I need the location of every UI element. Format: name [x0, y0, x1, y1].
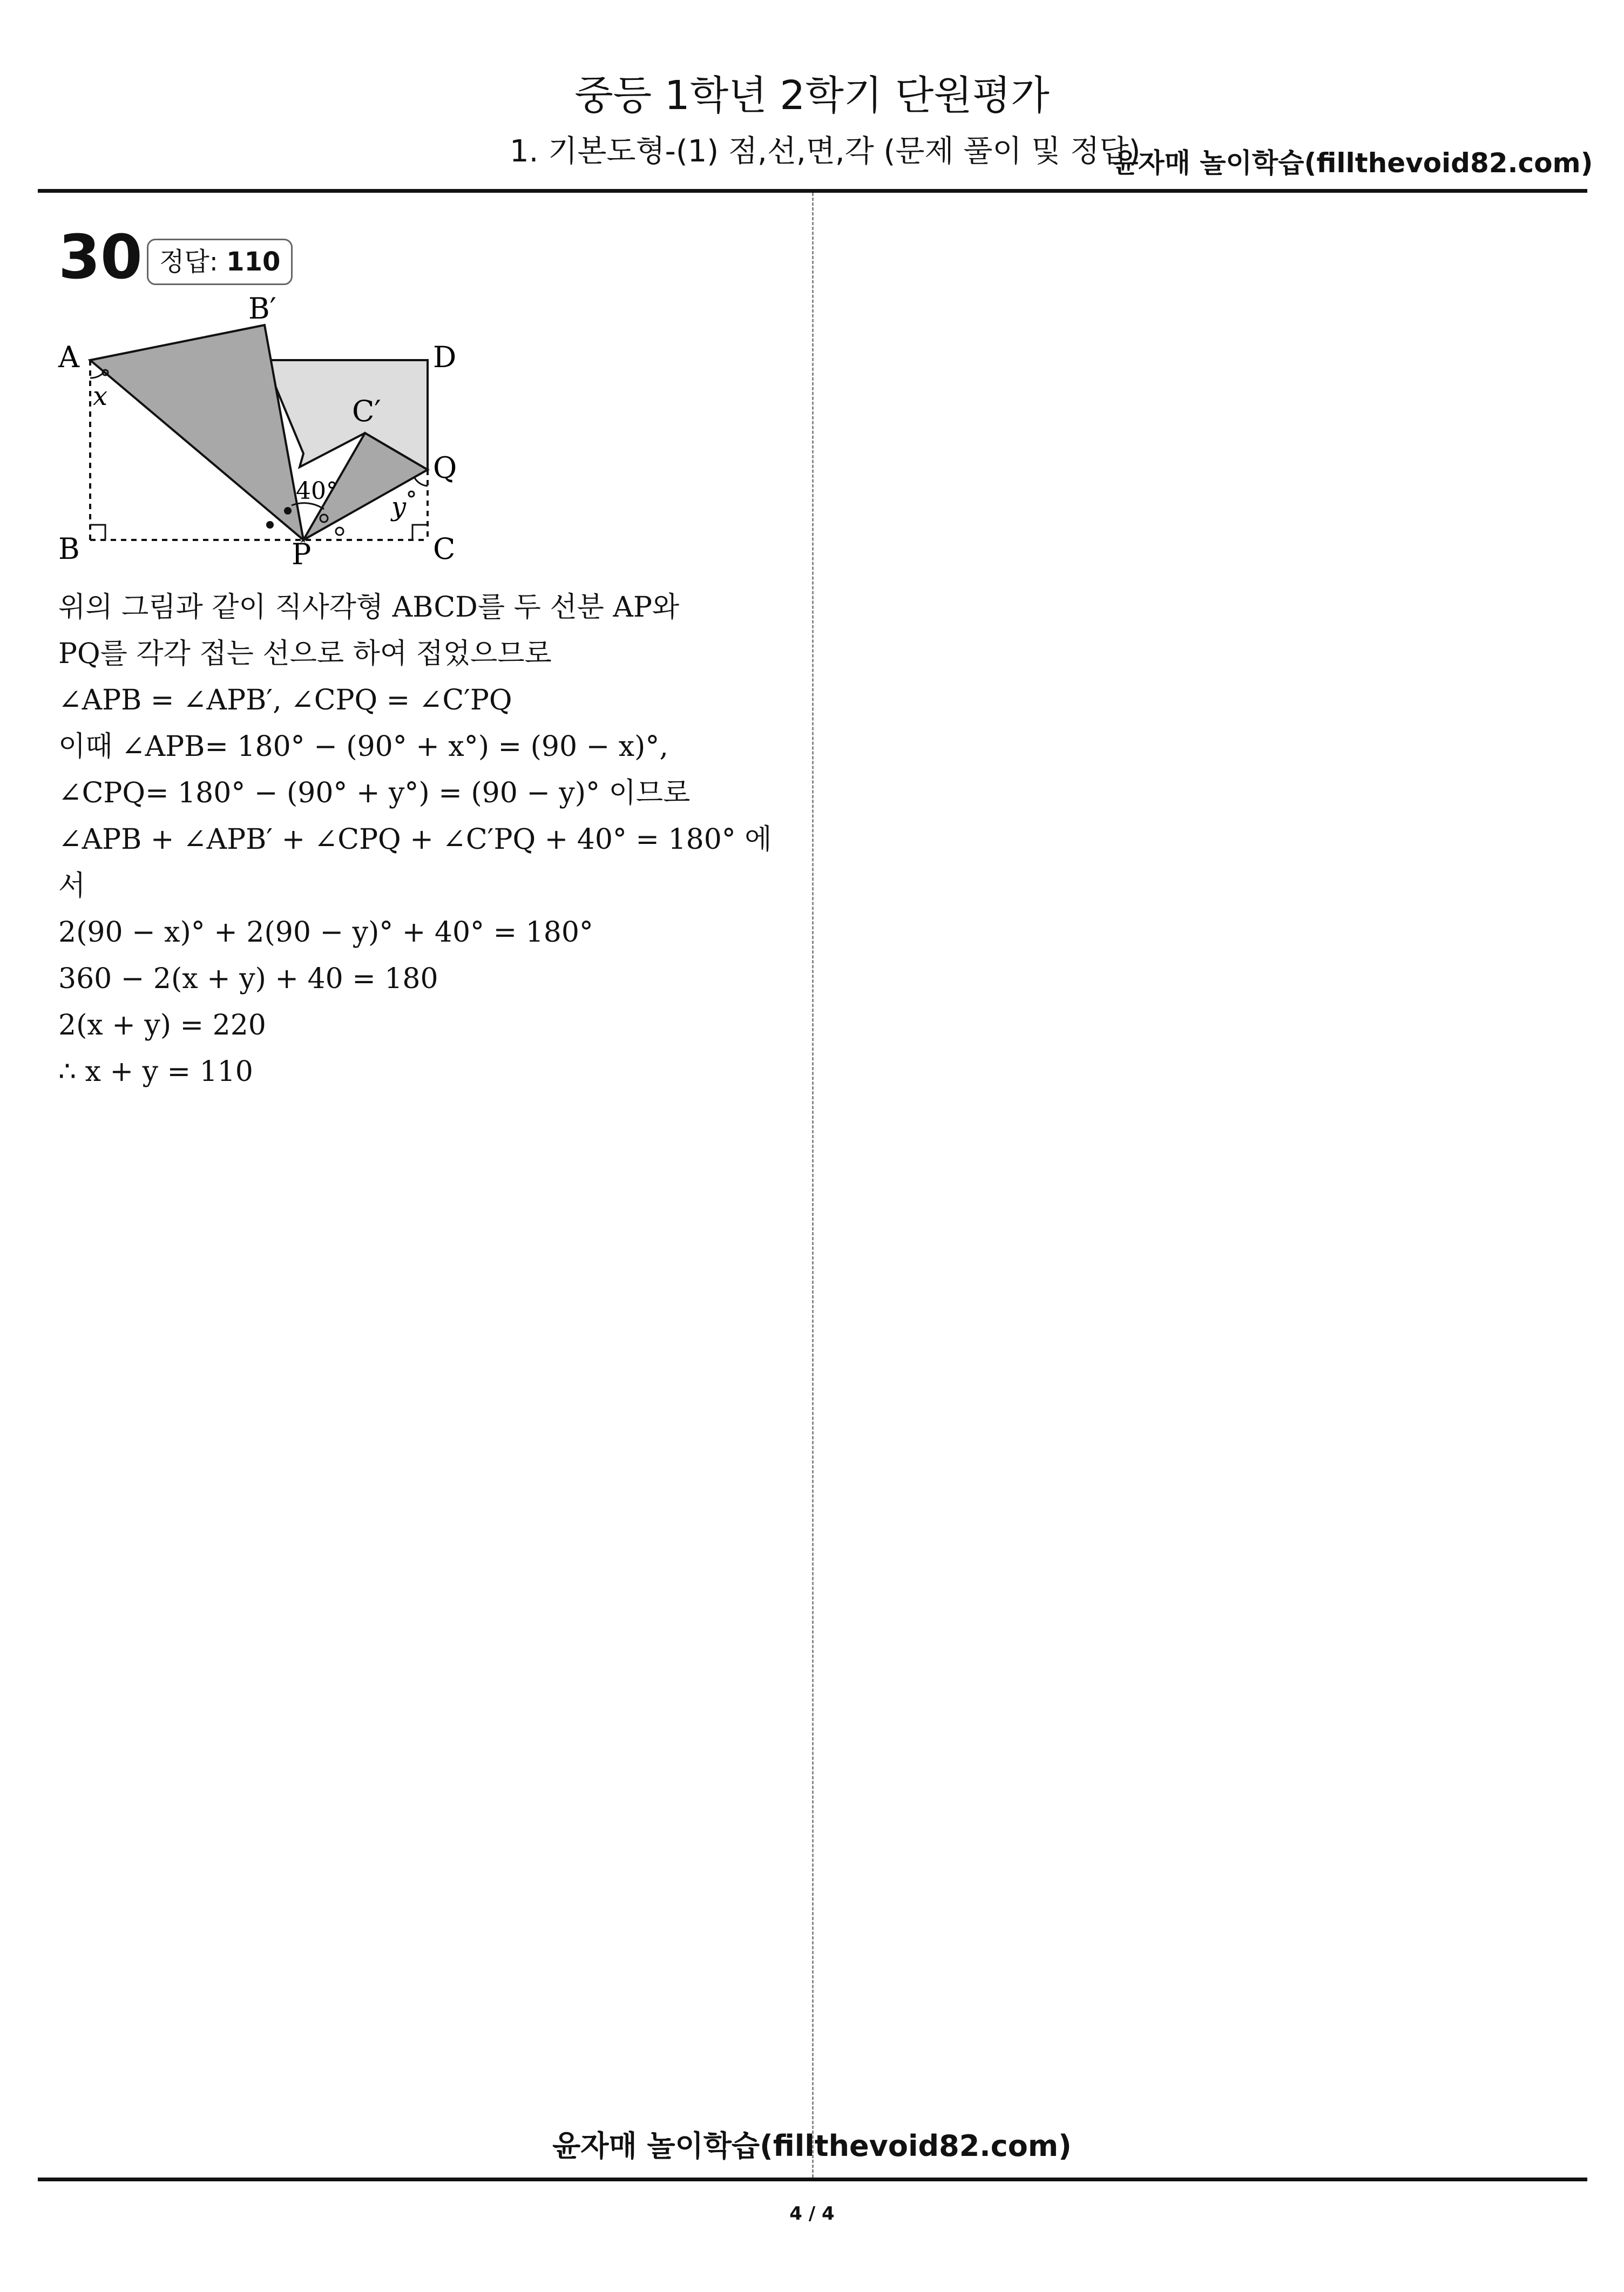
- solution-text: [58, 584, 776, 1095]
- degree-mark-y: [409, 491, 414, 497]
- footer-brand: 윤자매 놀이학습(fillthevoid82.com): [552, 2129, 1072, 2163]
- label-angle-40: 40°: [296, 477, 338, 505]
- header-rule: [38, 189, 1587, 193]
- label-a: A: [58, 340, 79, 374]
- solution-line: ∠CPQ= 180° − (90° + y°) = (90 − y)° 이므로: [58, 777, 691, 809]
- flap-apb-prime: [90, 325, 303, 540]
- page-title: 중등 1학년 2학기 단원평가: [574, 72, 1050, 119]
- question-number: 30: [58, 222, 143, 293]
- solution-line: ∴ x + y = 110: [58, 1056, 253, 1088]
- label-y: y: [391, 492, 407, 522]
- label-c: C: [433, 532, 456, 566]
- solution-line: ∠APB = ∠APB′, ∠CPQ = ∠C′PQ: [58, 684, 512, 716]
- label-x: x: [93, 381, 108, 411]
- unfolded-region: [265, 360, 428, 470]
- footer-rule: [38, 2178, 1587, 2181]
- solution-line: 2(90 − x)° + 2(90 − y)° + 40° = 180°: [58, 916, 593, 949]
- label-c-prime: C′: [352, 394, 381, 428]
- equal-angle-circle-2: [336, 528, 343, 535]
- label-b-prime: B′: [248, 292, 276, 326]
- angle-x-arc: [90, 373, 104, 378]
- solution-line: ∠APB + ∠APB′ + ∠CPQ + ∠C′PQ + 40° = 180° 에: [58, 823, 772, 856]
- header-brand: 윤자매 놀이학습(fillthevoid82.com): [1112, 147, 1593, 179]
- folded-rectangle-figure: [54, 292, 502, 572]
- solution-line: 2(x + y) = 220: [58, 1009, 266, 1042]
- angle-y-arc: [415, 478, 428, 486]
- answer-badge: [147, 239, 293, 285]
- page-number: 4 / 4: [789, 2203, 835, 2225]
- page-subtitle: 1. 기본도형-(1) 점,선,면,각 (문제 풀이 및 정답): [510, 134, 1141, 169]
- solution-line: PQ를 각각 접는 선으로 하여 접었으므로: [58, 638, 552, 670]
- label-d: D: [433, 340, 457, 374]
- equal-angle-dot-1: [266, 521, 274, 529]
- solution-line: 위의 그림과 같이 직사각형 ABCD를 두 선분 AP와: [58, 591, 680, 624]
- solution-line: 이때 ∠APB= 180° − (90° + x°) = (90 − x)°,: [58, 731, 668, 763]
- equal-angle-dot-2: [284, 507, 292, 515]
- answer-label: 정답:: [159, 247, 227, 277]
- right-angle-b: [90, 525, 105, 540]
- label-b: B: [58, 532, 80, 566]
- solution-line: 360 − 2(x + y) + 40 = 180: [58, 963, 438, 995]
- right-angle-c: [412, 525, 428, 540]
- label-p: P: [292, 537, 312, 571]
- answer-value: 110: [226, 247, 281, 277]
- column-divider: [812, 193, 814, 2178]
- label-q: Q: [433, 451, 457, 485]
- solution-line: 서: [58, 870, 86, 902]
